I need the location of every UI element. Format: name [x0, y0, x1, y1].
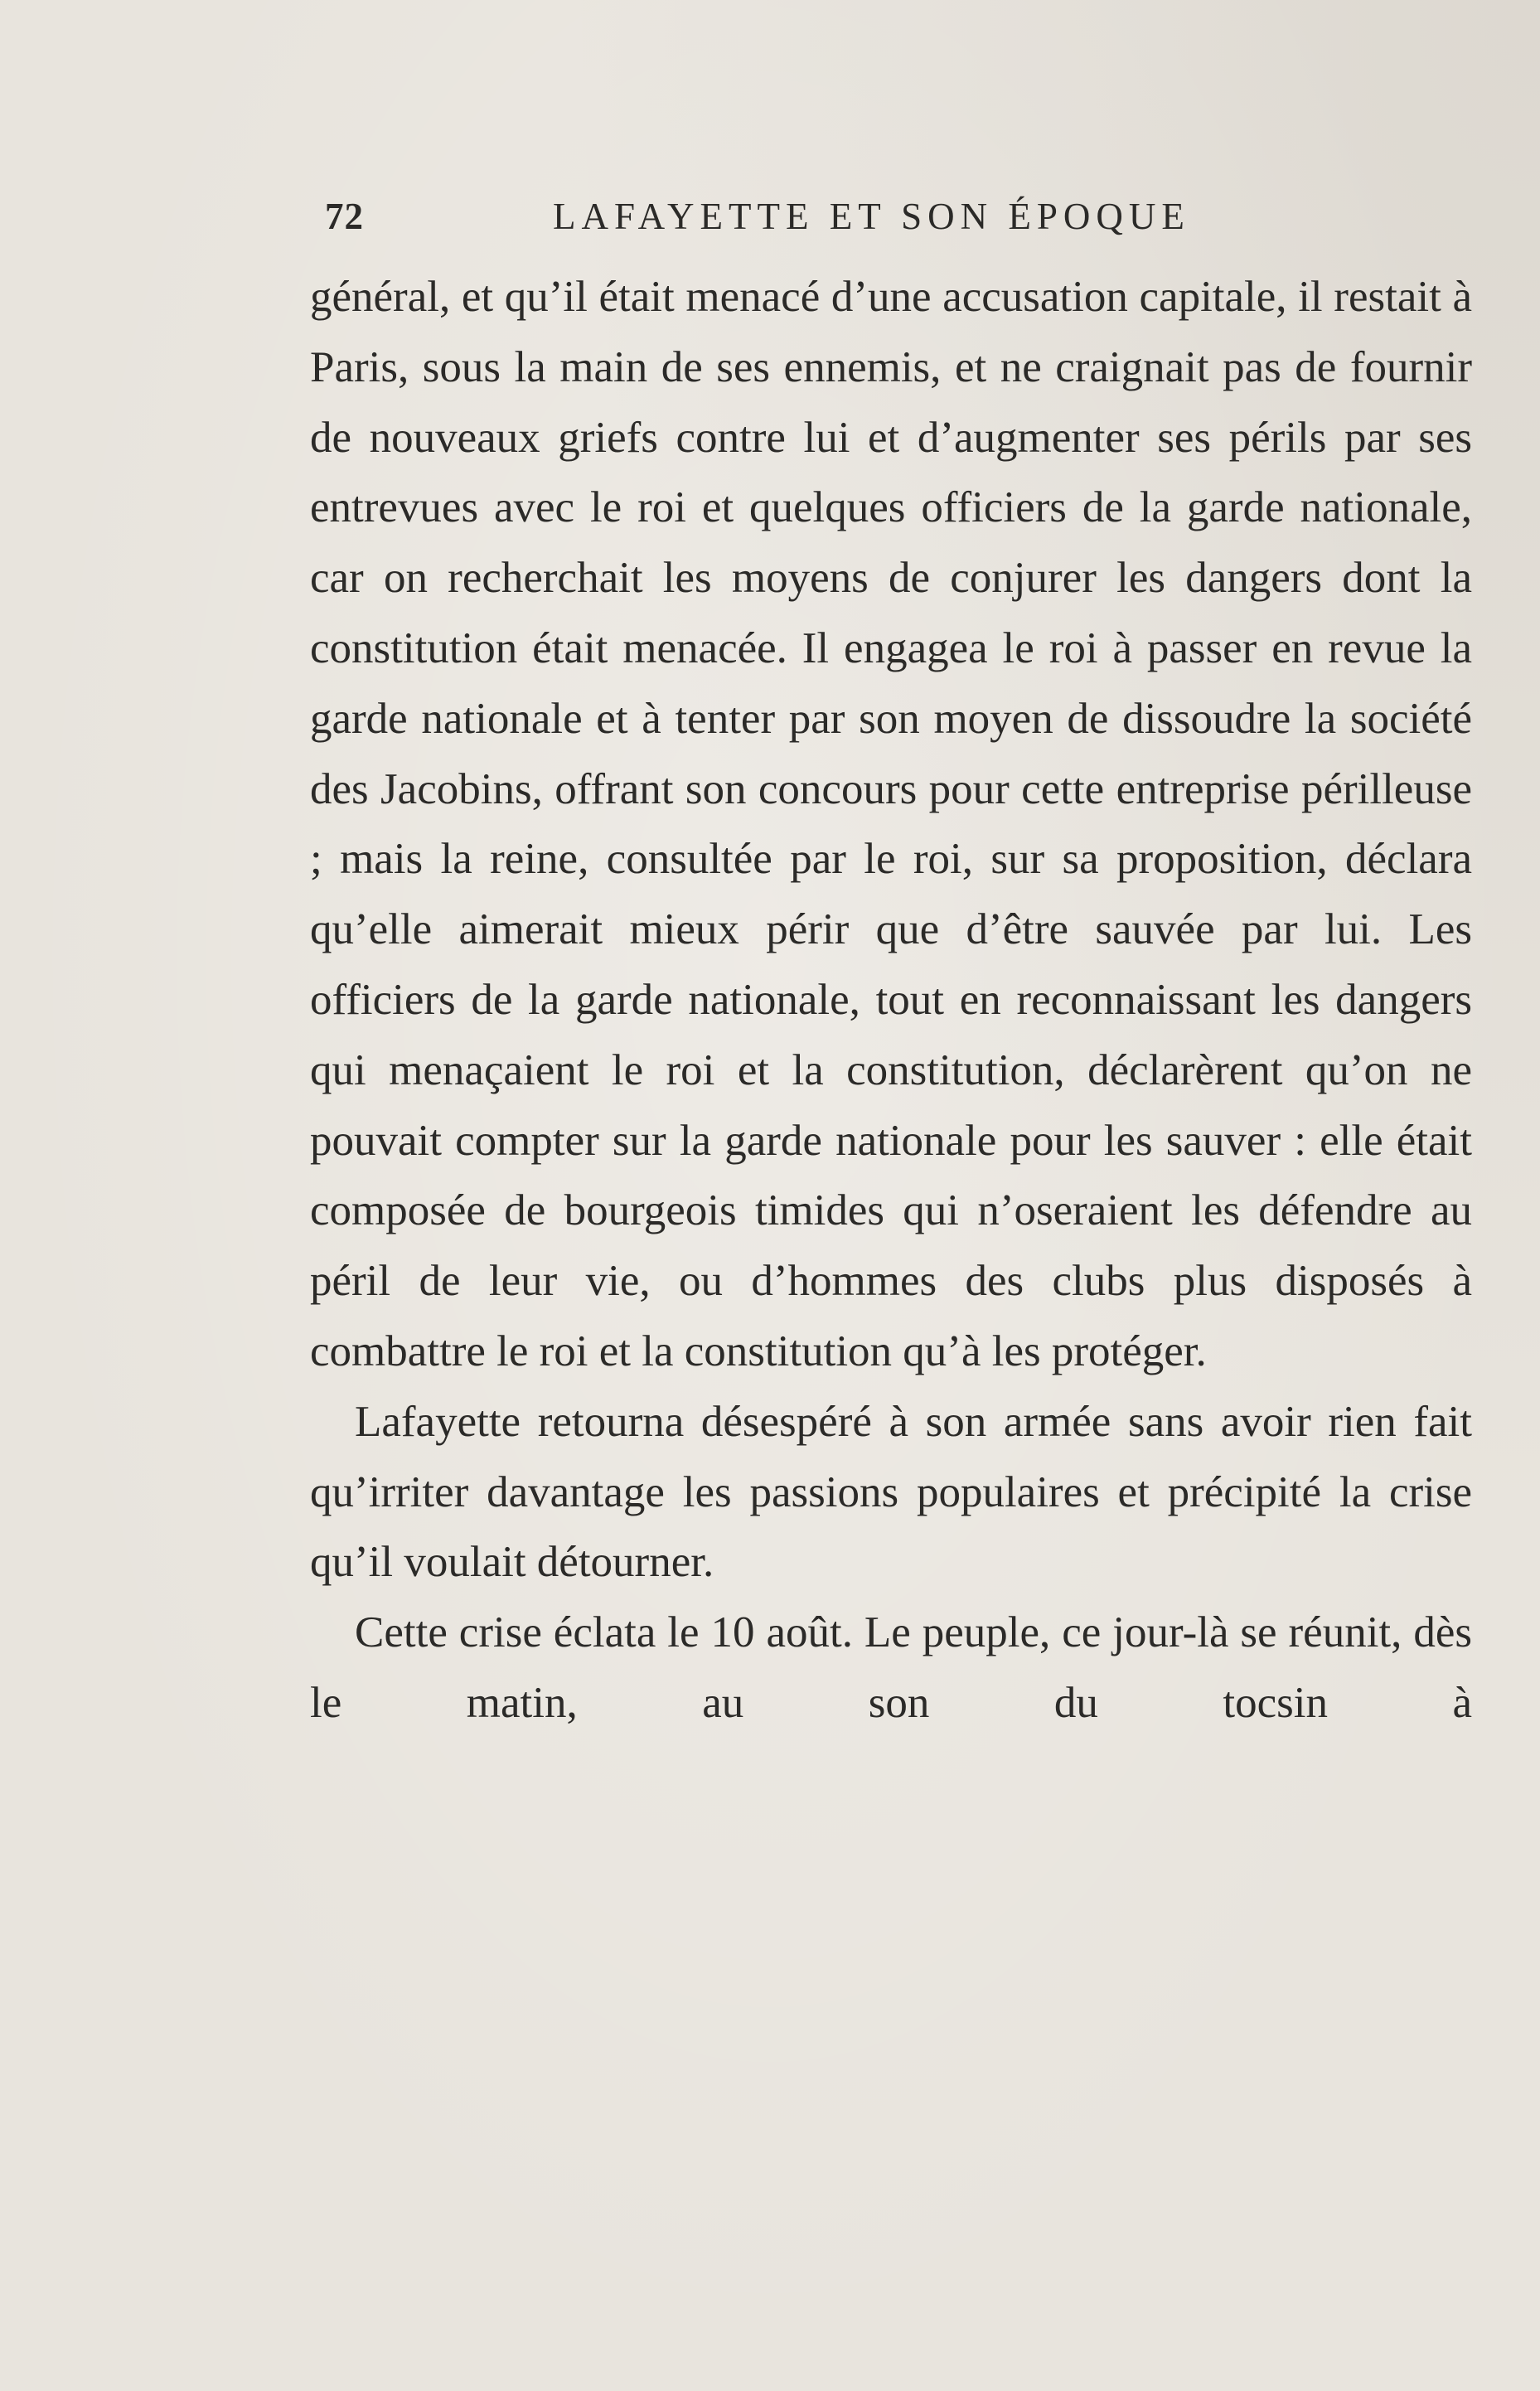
paragraph-3: Cette crise éclata le 10 août. Le peuple, ce jour-là se réunit, dès le matin, au son du tocsin à [310, 1608, 1472, 1727]
paragraph-2: Lafayette retourna désespéré à son armée sans avoir rien fait qu’irriter davantage les passions populaires et précipité la crise qu’il voulait détourner. [310, 1397, 1472, 1587]
page-header [325, 187, 1245, 245]
body-text [310, 262, 1472, 1739]
paragraph-1: général, et qu’il était menacé d’une accusation capitale, il restait à Paris, sous la main de ses ennemis, et ne craignait pas de fournir de nouveaux griefs contre lui et d’augmenter ses périls par ses entrevues avec le roi et quelques officiers de la garde nationale, car on recherchait les moyens de conjurer les dangers dont la constitution était menacée. Il engagea le roi à passer en revue la garde nationale et à tenter par son moyen de dissoudre la société des Jacobins, offrant son concours pour cette entreprise périlleuse ; mais la reine, consultée par le roi, sur sa proposition, déclara qu’elle aimerait mieux périr que d’être sauvée par lui. Les officiers de la garde nationale, tout en reconnaissant les dangers qui menaçaient le roi et la constitution, déclarèrent qu’on ne pouvait compter sur la garde nationale pour les sauver : elle était composée de bourgeois timides qui n’oseraient les défendre au péril de leur vie, ou d’hommes des clubs plus disposés à combattre le roi et la constitution qu’à les protéger. [310, 273, 1472, 1375]
running-title: LAFAYETTE ET SON ÉPOQUE [553, 196, 1190, 237]
page-number: 72 [325, 196, 364, 237]
